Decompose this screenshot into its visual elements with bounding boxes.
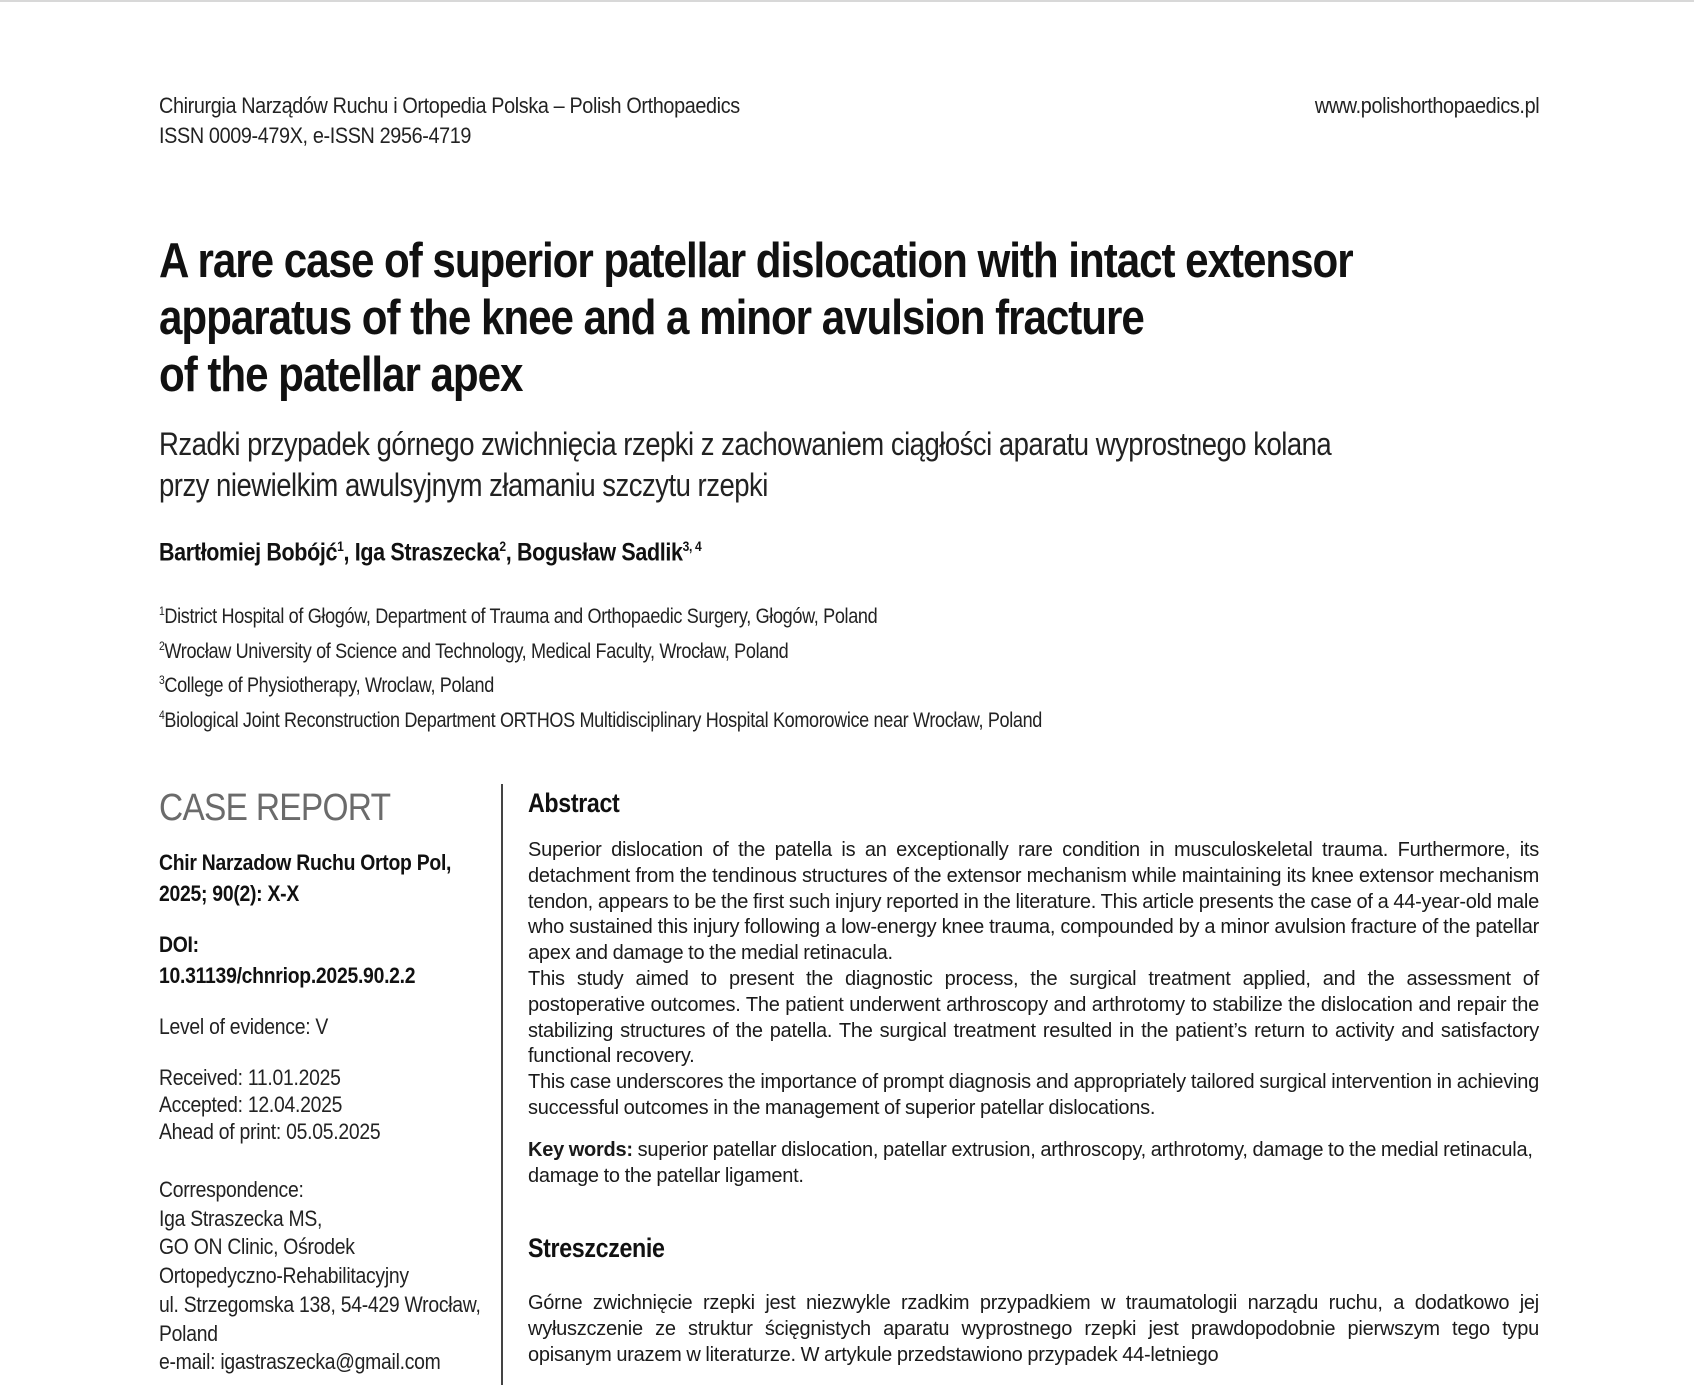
affiliation-number: 4 (159, 707, 165, 722)
article-info-sidebar (159, 786, 481, 1377)
affiliation-text: College of Physiotherapy, Wroclaw, Poland (164, 674, 494, 697)
correspondence-line: Iga Straszecka MS, (159, 1205, 323, 1231)
author-affiliation-number: 2 (499, 538, 506, 554)
author-separator: , (505, 538, 517, 567)
abstract-paragraph: Superior dislocation of the patella is an exceptionally rare condition in musculoskeletal trauma. Furthermore, its detachment from the tendinous structures of the extensor mechanism while maintaining its knee extensor mechanism tendon, appears to be the first such injury reported in the literature. This article presents the case of a 44-year-old male who sustained this injury following a low-energy knee trauma, compounded by a minor avulsion fracture of the patellar apex and damage to the medial retinacula. (528, 839, 1539, 965)
affiliation-text: Wrocław University of Science and Technology, Medical Faculty, Wrocław, Poland (164, 639, 789, 663)
correspondence (159, 1176, 481, 1377)
column-divider (501, 784, 503, 1385)
affiliation-item (159, 701, 1042, 736)
abstract-paragraph: This study aimed to present the diagnostic process, the surgical treatment applied, and the assessment of postoperative outcomes. The patient underwent arthroscopy and arthrotomy to stabilize the dislocation and repair the stabilizing structures of the patella. The surgical treatment resulted in the patient’s return to activity and satisfactory functional recovery. (528, 967, 1539, 1068)
affiliation-item (159, 597, 1042, 632)
journal-website[interactable]: www.polishorthopaedics.pl (1314, 93, 1539, 118)
correspondence-label: Correspondence: (159, 1177, 304, 1202)
author-name: Bogusław Sadlik (516, 538, 683, 567)
author-affiliation-number: 3, 4 (682, 538, 702, 554)
top-border-line (0, 0, 1694, 2)
title-line: A rare case of superior patellar dislocation with intact extensor (159, 234, 1353, 288)
subtitle-line: przy niewielkim awulsyjnym złamaniu szczytu rzepki (159, 467, 768, 503)
correspondence-line: GO ON Clinic, Ośrodek (159, 1234, 355, 1260)
title-line: of the patellar apex (159, 348, 523, 402)
article-type-label: CASE REPORT (159, 787, 391, 829)
doi[interactable]: DOI: 10.31139/chnriop.2025.90.2.2 (159, 932, 416, 988)
journal-name: Chirurgia Narządów Ruchu i Ortopedia Polska – Polish Orthopaedics (159, 93, 740, 118)
affiliation-text: Biological Joint Reconstruction Department ORTHOS Multidisciplinary Hospital Komorowice near Wrocław, Poland (164, 708, 1043, 732)
keywords (528, 1138, 1539, 1190)
received-date: Received: 11.01.2025 (159, 1065, 341, 1090)
correspondence-line: ul. Strzegomska 138, 54-429 Wrocław, (159, 1291, 481, 1317)
author-affiliation-number: 1 (337, 538, 344, 554)
author-list (159, 530, 701, 568)
level-of-evidence: Level of evidence: V (159, 1014, 329, 1039)
abstract-heading: Abstract (528, 788, 620, 818)
citation (159, 847, 458, 909)
affiliation-item (159, 666, 1042, 701)
ahead-of-print-date: Ahead of print: 05.05.2025 (159, 1119, 381, 1144)
affiliation-number: 3 (159, 673, 165, 687)
correspondence-line: Ortopedyczno-Rehabilitacyjny (159, 1263, 409, 1289)
affiliation-list (159, 597, 1042, 735)
streszczenie-paragraph: Górne zwichnięcie rzepki jest niezwykle rzadkim przypadkiem w traumatologii narządu ruchu, a dodatkowo jej wyłuszczenie ze struktur ścięgnistych aparatu wyprostnego rzepki jest prawdopodobnie pierwszym tego typu opisanym urazem w literaturze. W artykule przedstawiono przypadek 44-letniego (528, 1292, 1539, 1366)
author-name: Iga Straszecka (354, 538, 500, 567)
citation-line: 2025; 90(2): X-X (159, 881, 299, 906)
author-name: Bartłomiej Bobójć (159, 538, 338, 567)
keywords-text: superior patellar dislocation, patellar extrusion, arthroscopy, arthrotomy, damage to the medial retinacula, damage to the patellar ligament. (528, 1138, 1533, 1187)
citation-line: Chir Narzadow Ruchu Ortop Pol, (159, 850, 452, 875)
affiliation-item (159, 632, 1042, 667)
affiliation-text: District Hospital of Głogów, Department of Trauma and Orthopaedic Surgery, Głogów, Poland (164, 605, 878, 628)
streszczenie-heading: Streszczenie (528, 1233, 665, 1264)
article-subtitle-polish (159, 424, 1331, 506)
abstract-column (528, 786, 1539, 1369)
affiliation-number: 2 (159, 638, 165, 653)
keywords-label: Key words: (528, 1138, 633, 1161)
correspondence-email[interactable]: e-mail: igastraszecka@gmail.com (159, 1349, 441, 1375)
correspondence-line: Poland (159, 1320, 218, 1346)
journal-header (159, 91, 740, 151)
abstract-paragraph: This case underscores the importance of prompt diagnosis and appropriately tailored surgical intervention in achieving successful outcomes in the management of superior patellar dislocations. (528, 1071, 1539, 1119)
accepted-date: Accepted: 12.04.2025 (159, 1092, 343, 1117)
subtitle-line: Rzadki przypadek górnego zwichnięcia rzepki z zachowaniem ciągłości aparatu wyprostnego kolana (159, 426, 1332, 462)
title-line: apparatus of the knee and a minor avulsion fracture (159, 291, 1144, 345)
journal-issn: ISSN 0009-479X, e-ISSN 2956-4719 (159, 123, 472, 148)
article-title (159, 233, 1449, 404)
author-separator: , (343, 538, 355, 567)
affiliation-number: 1 (159, 604, 165, 618)
